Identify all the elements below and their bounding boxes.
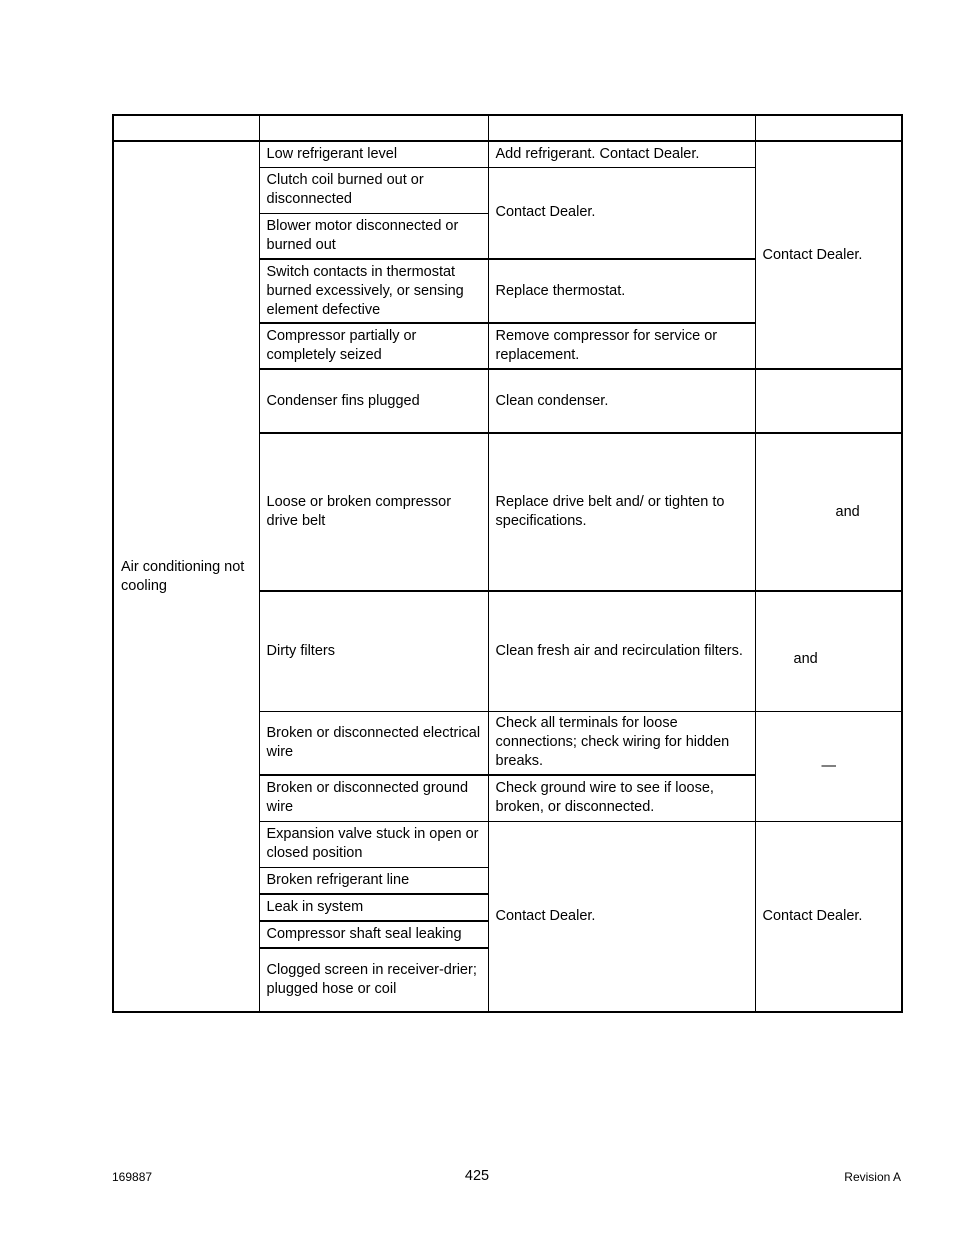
solution-cell: Replace thermostat. [488,259,755,323]
refer-cell: and [755,433,902,591]
header-cause [259,115,488,141]
cause-cell: Broken or disconnected ground wire [259,775,488,821]
solution-cell: Contact Dealer. [488,821,755,1012]
cause-cell: Low refrigerant level [259,141,488,167]
refer-cell: — [755,711,902,821]
cause-cell: Switch contacts in thermostat burned excessively, or sensing element defective [259,259,488,323]
cause-cell: Clogged screen in receiver-drier; plugged hose or coil [259,948,488,1012]
solution-cell: Check all terminals for loose connections; check wiring for hidden breaks. [488,711,755,775]
solution-cell: Replace drive belt and/ or tighten to specifications. [488,433,755,591]
solution-cell: Clean fresh air and recirculation filters. [488,591,755,711]
refer-cell [755,369,902,433]
problem-cell [113,141,259,1012]
header-refer [755,115,902,141]
revision-label: Revision A [844,1170,901,1184]
doc-number: 169887 [112,1170,153,1184]
cause-cell: Broken refrigerant line [259,867,488,894]
cause-cell: Dirty filters [259,591,488,711]
troubleshooting-table [112,114,903,1013]
solution-cell: Contact Dealer. [488,167,755,259]
solution-cell: Remove compressor for service or replacement. [488,323,755,369]
refer-cell: Contact Dealer. [755,141,902,369]
refer-cell: and [755,591,902,711]
page-number: 425 [464,1168,490,1184]
cause-cell: Broken or disconnected electrical wire [259,711,488,775]
cause-cell: Compressor partially or completely seized [259,323,488,369]
table-row [113,141,902,167]
header-problem [113,115,259,141]
cause-cell: Condenser fins plugged [259,369,488,433]
refer-cell: Contact Dealer. [755,821,902,1012]
cause-cell: Leak in system [259,894,488,921]
solution-cell: Add refrigerant. Contact Dealer. [488,141,755,167]
cause-cell: Expansion valve stuck in open or closed position [259,821,488,867]
cause-cell: Clutch coil burned out or disconnected [259,167,488,213]
solution-cell: Check ground wire to see if loose, broken, or disconnected. [488,775,755,821]
header-solution [488,115,755,141]
solution-cell: Clean condenser. [488,369,755,433]
cause-cell: Blower motor disconnected or burned out [259,213,488,259]
problem-text: Air conditioning not cooling [121,558,245,594]
cause-cell: Compressor shaft seal leaking [259,921,488,948]
cause-cell: Loose or broken compressor drive belt [259,433,488,591]
header-row [113,115,902,141]
